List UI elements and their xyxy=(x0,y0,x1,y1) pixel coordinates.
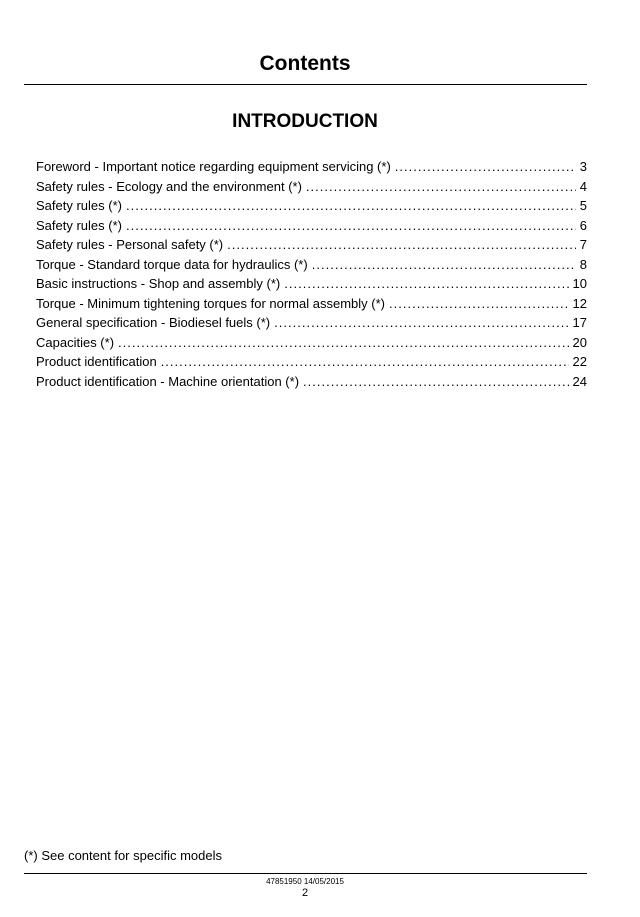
dot-leader xyxy=(312,255,576,275)
toc-entry-page: 3 xyxy=(579,159,587,174)
toc-entry-basic-instructions[interactable] xyxy=(36,274,587,294)
toc-entry-safety-rules-5[interactable] xyxy=(36,196,587,216)
toc-entry-safety-rules-6[interactable] xyxy=(36,216,587,236)
dot-leader xyxy=(303,372,569,392)
toc-entry-title: Safety rules - Personal safety (*) xyxy=(36,237,224,252)
toc-entry-machine-orientation[interactable] xyxy=(36,372,587,392)
toc-entry-title: Safety rules (*) xyxy=(36,198,122,213)
dot-leader xyxy=(284,274,568,294)
section-title: INTRODUCTION xyxy=(232,111,378,132)
toc-entry-page: 7 xyxy=(579,237,587,252)
toc-entry-biodiesel[interactable] xyxy=(36,313,587,333)
toc-entry-title: Product identification - Machine orientation (*) xyxy=(36,373,300,389)
dot-leader xyxy=(161,352,569,372)
toc-entry-page: 17 xyxy=(572,315,587,330)
dot-leader xyxy=(126,216,576,236)
toc-entry-foreword[interactable] xyxy=(36,157,587,177)
toc-entry-title: Product identification xyxy=(36,354,157,369)
toc-entry-page: 4 xyxy=(579,178,587,194)
dot-leader xyxy=(306,177,576,197)
toc-entry-title: Capacities (*) xyxy=(36,334,115,350)
page-title: Contents xyxy=(259,52,351,75)
toc-entry-page: 10 xyxy=(572,276,587,291)
toc-entry-title: Safety rules - Ecology and the environment (*) xyxy=(36,178,302,194)
toc-entry-personal-safety[interactable] xyxy=(36,235,587,255)
toc-entry-page: 24 xyxy=(572,373,587,389)
toc-entry-title: Basic instructions - Shop and assembly (*) xyxy=(36,276,281,291)
toc-entry-page: 20 xyxy=(572,334,587,350)
toc-entry-title: Safety rules (*) xyxy=(36,217,122,233)
header-divider xyxy=(24,84,587,85)
toc-entry-page: 6 xyxy=(579,217,587,233)
toc-entry-page: 22 xyxy=(572,354,587,369)
toc-entry-title: Torque - Standard torque data for hydraulics (*) xyxy=(36,256,308,272)
dot-leader xyxy=(395,157,576,177)
toc-entry-page: 12 xyxy=(572,295,587,311)
toc-entry-product-identification[interactable] xyxy=(36,352,587,372)
dot-leader xyxy=(389,294,569,314)
page-number: 2 xyxy=(301,887,309,899)
toc-entry-title: Torque - Minimum tightening torques for normal assembly (*) xyxy=(36,295,385,311)
toc-entry-page: 5 xyxy=(579,198,587,213)
toc-entry-title: General specification - Biodiesel fuels (*) xyxy=(36,315,271,330)
footer-divider xyxy=(24,873,587,874)
footnote: (*) See content for specific models xyxy=(24,848,222,863)
dot-leader xyxy=(118,333,569,353)
table-of-contents xyxy=(36,157,587,391)
dot-leader xyxy=(126,196,576,216)
toc-entry-torque-assembly[interactable] xyxy=(36,294,587,314)
toc-entry-safety-ecology[interactable] xyxy=(36,177,587,197)
toc-entry-capacities[interactable] xyxy=(36,333,587,353)
toc-entry-page: 8 xyxy=(579,256,587,272)
document-reference: 47851950 14/05/2015 xyxy=(266,877,344,886)
dot-leader xyxy=(227,235,576,255)
dot-leader xyxy=(274,313,568,333)
toc-entry-title: Foreword - Important notice regarding equipment servicing (*) xyxy=(36,159,391,174)
toc-entry-torque-hydraulics[interactable] xyxy=(36,255,587,275)
